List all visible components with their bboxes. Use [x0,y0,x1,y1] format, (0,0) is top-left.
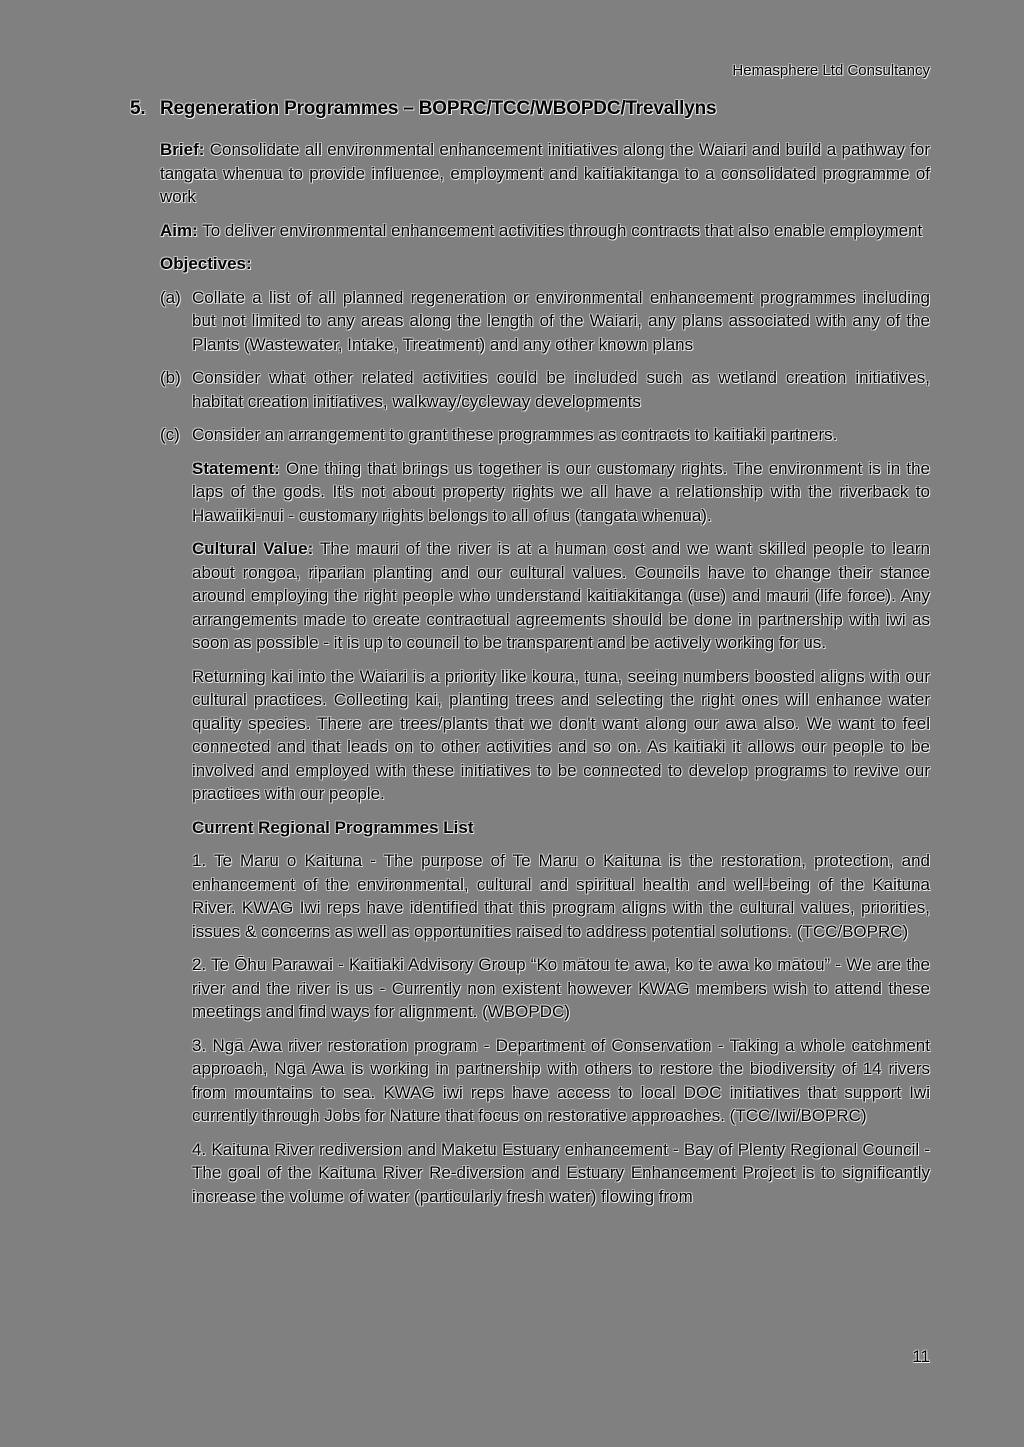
programme-text: Ngā Awa river restoration program - Department of Conservation - Taking a whole catchment approach, Ngā Awa is working in partnership with others to restore the biodiversity of 14 rivers from mountains to sea. KWAG iwi reps have access to local DOC initiatives that support Iwi currently through Jobs for Nature that focus on restorative approaches. (TCC/Iwi/BOPRC) [192,1035,930,1125]
objective-item-c [160,423,930,447]
brief-paragraph [160,138,930,209]
brief-text: Consolidate all environmental enhancement initiatives along the Waiari and build a pathway for tangata whenua to provide influence, employment and kaitiakitanga to a consolidated programme of work [160,140,930,206]
objective-marker: (a) [160,287,181,307]
programme-number: 1. [192,851,207,870]
programme-text: Te Ōhu Parawai - Kaitiaki Advisory Group “Ko mātou te awa, ko te awa ko mātou” - We are the river and the river is us - Currently non existent however KWAG members wish to attend these meetings and find ways for alignment. (WBOPDC) [192,955,930,1021]
section-number: 5. [130,98,146,119]
cultural-value-text: The mauri of the river is at a human cost and we want skilled people to learn about rongoa, riparian planting and our cultural values. Councils have to change their stance around employing the right people who understand kaitiakitanga (use) and mauri (life force). Any arrangements made to create contractual agreements should be done in partnership with iwi as soon as possible - it is up to council to be transparent and be actively working for us. [192,539,930,652]
programme-text: Kaituna River rediversion and Maketu Estuary enhancement - Bay of Plenty Regional Council - The goal of the Kaituna River Re-diversion and Estuary Enhancement Project is to significantly increase the volume of water (particularly fresh water) flowing from [192,1139,930,1206]
programmes-list-heading: Current Regional Programmes List [192,817,474,837]
programme-item-3 [192,1034,930,1128]
statement-label: Statement: [192,458,280,478]
cultural-value-label: Cultural Value: [192,539,314,558]
objective-marker: (c) [160,425,180,444]
cultural-value-paragraph [192,537,930,655]
returning-kai-paragraph [192,665,930,806]
returning-kai-text: Returning kai into the Waiari is a priority like koura, tuna, seeing numbers boosted aligns with our cultural practices. Collecting kai, planting trees and selecting the right ones will enhance water quality species. There are trees/plants that we don't want along our awa also. We want to feel connected and that leads on to other activities and so on. As kaitiaki it allows our people to be involved and employed with these initiatives to be connected to develop programs to revive our practices with our people. [192,666,930,803]
aim-paragraph [160,219,930,243]
page-number: 11 [912,1347,930,1366]
document-header: Hemasphere Ltd Consultancy [732,62,930,79]
objective-text: Collate a list of all planned regeneration or environmental enhancement programmes including but not limited to any areas along the length of the Waiari, any plans associated with any of the Plants (Wastewater, Intake, Treatment) and any other known plans [192,287,930,354]
programme-item-1 [192,849,930,943]
programme-number: 3. [192,1035,207,1055]
statement-text: One thing that brings us together is our customary rights. The environment is in the laps of the gods. It's not about property rights we all have a relationship with the riverback to Hawaiiki-nui - customary rights belongs to all of us (tangata whenua). [192,458,930,525]
section-title: Regeneration Programmes – BOPRC/TCC/WBOPDC/Trevallyns [160,98,717,119]
statement-paragraph [192,457,930,528]
programme-number: 4. [192,1139,207,1159]
objective-item-b [160,366,930,413]
objective-text: Consider what other related activities could be included such as wetland creation initiatives, habitat creation initiatives, walkway/cycleway developments [192,368,930,411]
section-heading [130,96,930,122]
objective-marker: (b) [160,368,181,387]
objectives-label: Objectives: [160,254,252,273]
programme-number: 2. [192,955,207,974]
programme-item-4 [192,1138,930,1209]
programme-item-2 [192,953,930,1024]
objective-text: Consider an arrangement to grant these programmes as contracts to kaitiaki partners. [192,425,838,444]
programme-text: Te Maru o Kaituna - The purpose of Te Maru o Kaituna is the restoration, protection, and enhancement of the environmental, cultural and spiritual health and well-being of the Kaituna River. KWAG Iwi reps have identified that this program aligns with the cultural values, priorities, issues & concerns as well as opportunities raised to address potential solutions. (TCC/BOPRC) [192,851,930,941]
aim-label: Aim: [160,220,198,240]
aim-text: To deliver environmental enhancement activities through contracts that also enable employment [197,220,923,240]
brief-label: Brief: [160,140,205,159]
objective-item-a [160,286,930,357]
